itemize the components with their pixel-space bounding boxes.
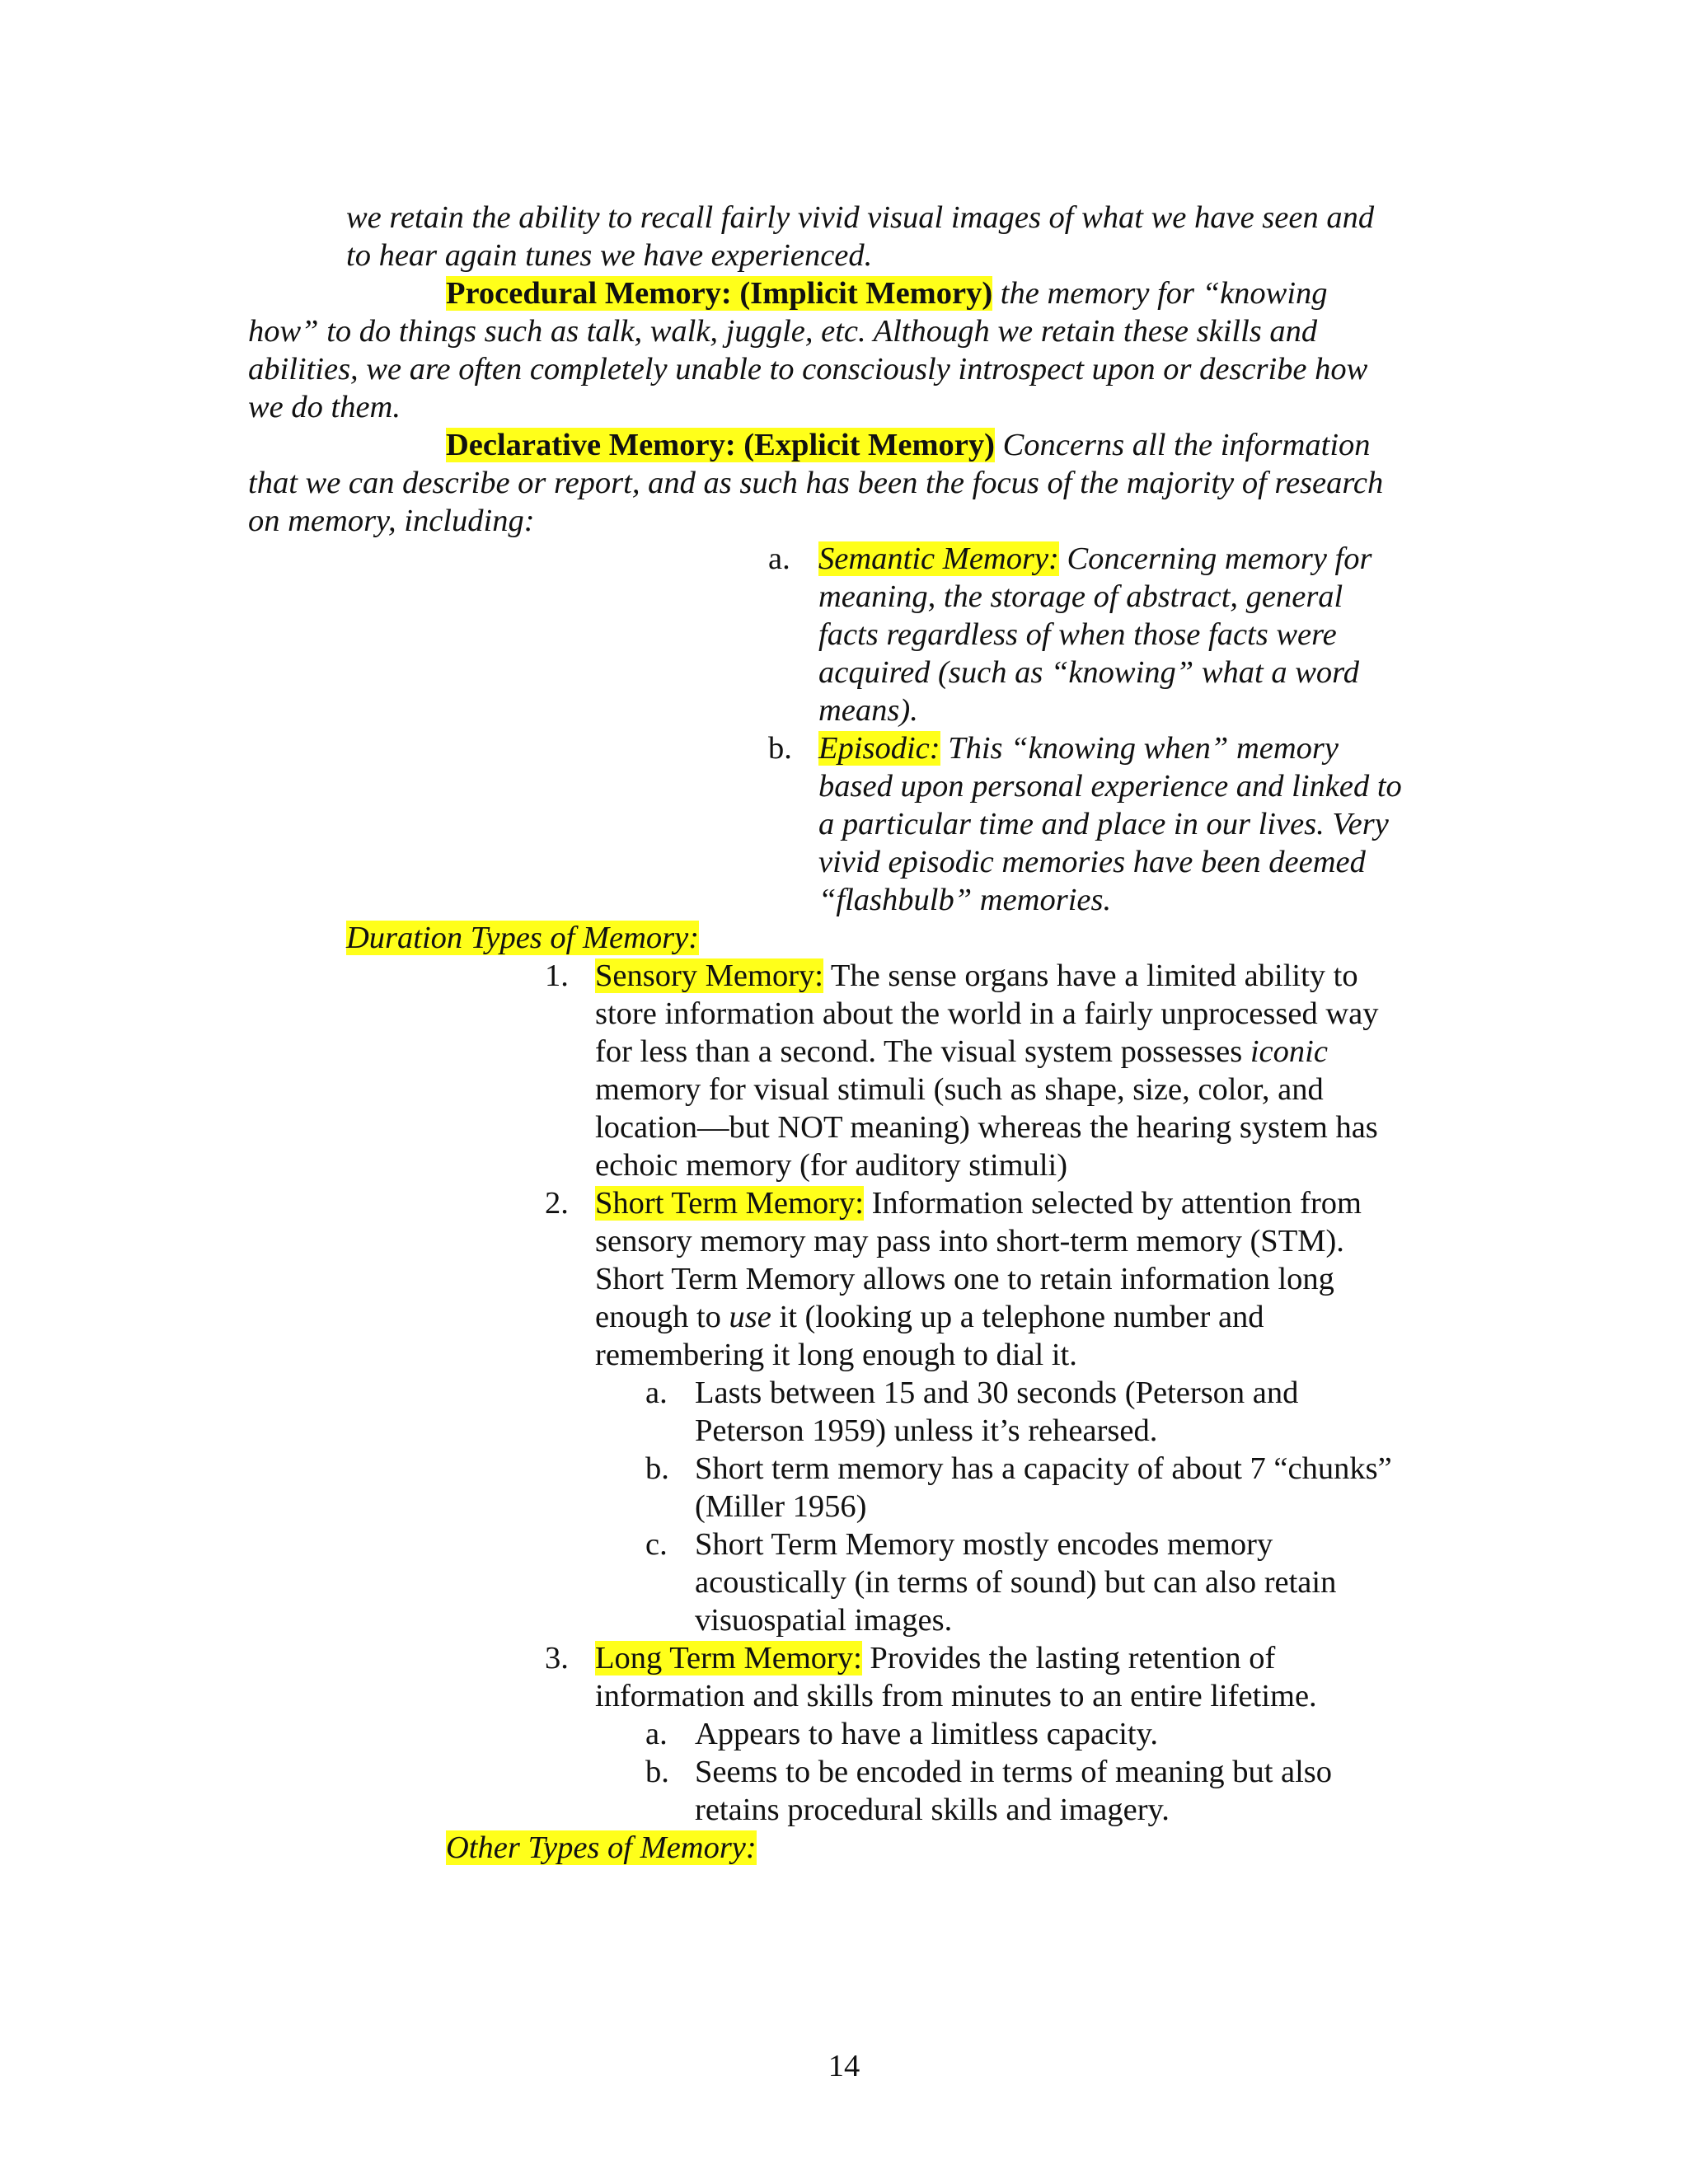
long-term-memory-label: Long Term Memory: (595, 1641, 862, 1675)
sensory-line-text: for less than a second. The visual system possesses (595, 1034, 1250, 1069)
sublist-line: Appears to have a limitless capacity. (695, 1717, 1158, 1751)
episodic-memory-label: Episodic: (818, 731, 940, 766)
procedural-line: abilities, we are often completely unable to consciously introspect upon or describe how (248, 352, 1368, 387)
semantic-memory-item (818, 540, 1372, 578)
episodic-memory-item (818, 729, 1339, 767)
short-term-memory-text: Information selected by attention from (863, 1186, 1362, 1221)
sublist-line: (Miller 1956) (695, 1489, 867, 1524)
long-term-memory-item (595, 1639, 1275, 1677)
episodic-memory-text: This “knowing when” memory (940, 731, 1339, 766)
declarative-heading: Declarative Memory: (Explicit Memory) (446, 428, 995, 462)
declarative-line: on memory, including: (248, 504, 535, 538)
long-term-memory-text: Provides the lasting retention of (861, 1641, 1276, 1675)
other-types-heading (446, 1829, 757, 1867)
short-term-line-italic: use (729, 1300, 771, 1334)
short-term-line-text: it (looking up a telephone number and (771, 1300, 1264, 1334)
sensory-line: store information about the world in a fairly unprocessed way (595, 996, 1379, 1031)
sensory-line: echoic memory (for auditory stimuli) (595, 1148, 1068, 1183)
sensory-memory-label: Sensory Memory: (595, 958, 823, 993)
declarative-text: Concerns all the information (994, 428, 1371, 462)
episodic-line: based upon personal experience and linked to (818, 769, 1402, 804)
list-marker: 1. (545, 958, 569, 993)
list-marker: b. (768, 731, 792, 766)
sublist-line: Short Term Memory mostly encodes memory (695, 1527, 1273, 1562)
sublist-line: retains procedural skills and imagery. (695, 1793, 1170, 1827)
sublist-line: Short term memory has a capacity of about 7 “chunks” (695, 1451, 1392, 1486)
intro-line: to hear again tunes we have experienced. (346, 238, 873, 273)
short-term-line: remembering it long enough to dial it. (595, 1338, 1077, 1372)
duration-types-heading (346, 919, 699, 957)
sublist-marker: a. (645, 1717, 668, 1751)
page-number: 14 (828, 2049, 860, 2083)
procedural-line: how” to do things such as talk, walk, juggle, etc. Although we retain these skills and (248, 314, 1318, 349)
short-term-line: Short Term Memory allows one to retain information long (595, 1262, 1334, 1296)
sublist-line: acoustically (in terms of sound) but can also retain (695, 1565, 1337, 1600)
sublist-line: visuospatial images. (695, 1603, 953, 1638)
short-term-line-text: enough to (595, 1300, 729, 1334)
sublist-marker: a. (645, 1376, 668, 1410)
procedural-paragraph-start (446, 274, 1328, 312)
sensory-line: memory for visual stimuli (such as shape, size, color, and (595, 1072, 1324, 1107)
sublist-marker: b. (645, 1451, 669, 1486)
semantic-memory-label: Semantic Memory: (818, 541, 1059, 576)
episodic-line: vivid episodic memories have been deemed (818, 845, 1366, 879)
long-term-line: information and skills from minutes to an entire lifetime. (595, 1679, 1317, 1713)
sublist-line: Peterson 1959) unless it’s rehearsed. (695, 1413, 1158, 1448)
semantic-line: means). (818, 693, 918, 728)
semantic-line: facts regardless of when those facts were (818, 617, 1337, 652)
sublist-marker: c. (645, 1527, 668, 1562)
semantic-line: meaning, the storage of abstract, general (818, 579, 1343, 614)
list-marker: 2. (545, 1186, 569, 1221)
short-term-line (595, 1298, 1264, 1336)
short-term-memory-item (595, 1184, 1362, 1222)
short-term-memory-label: Short Term Memory: (595, 1186, 864, 1221)
declarative-paragraph-start (446, 426, 1371, 464)
list-marker: 3. (545, 1641, 569, 1675)
sensory-memory-text: The sense organs have a limited ability to (823, 958, 1358, 993)
procedural-text: the memory for “knowing (992, 276, 1328, 311)
other-types-heading-text: Other Types of Memory: (446, 1830, 757, 1865)
episodic-line: a particular time and place in our lives. Very (818, 807, 1389, 841)
semantic-memory-text: Concerning memory for (1058, 541, 1372, 576)
episodic-line: “flashbulb” memories. (818, 883, 1112, 917)
intro-line: we retain the ability to recall fairly vivid visual images of what we have seen and (346, 200, 1375, 235)
declarative-line: that we can describe or report, and as such has been the focus of the majority of research (248, 466, 1384, 500)
procedural-line: we do them. (248, 390, 401, 424)
sensory-line (595, 1033, 1328, 1071)
semantic-line: acquired (such as “knowing” what a word (818, 655, 1359, 690)
sublist-line: Lasts between 15 and 30 seconds (Peterson and (695, 1376, 1299, 1410)
list-marker: a. (768, 541, 790, 576)
sensory-line-italic: iconic (1250, 1034, 1328, 1069)
short-term-line: sensory memory may pass into short-term memory (STM). (595, 1224, 1344, 1258)
sensory-line: location—but NOT meaning) whereas the hearing system has (595, 1110, 1378, 1145)
procedural-heading: Procedural Memory: (Implicit Memory) (446, 276, 993, 311)
sensory-memory-item (595, 957, 1358, 995)
sublist-line: Seems to be encoded in terms of meaning but also (695, 1755, 1333, 1789)
duration-types-heading-text: Duration Types of Memory: (346, 921, 700, 955)
sublist-marker: b. (645, 1755, 669, 1789)
